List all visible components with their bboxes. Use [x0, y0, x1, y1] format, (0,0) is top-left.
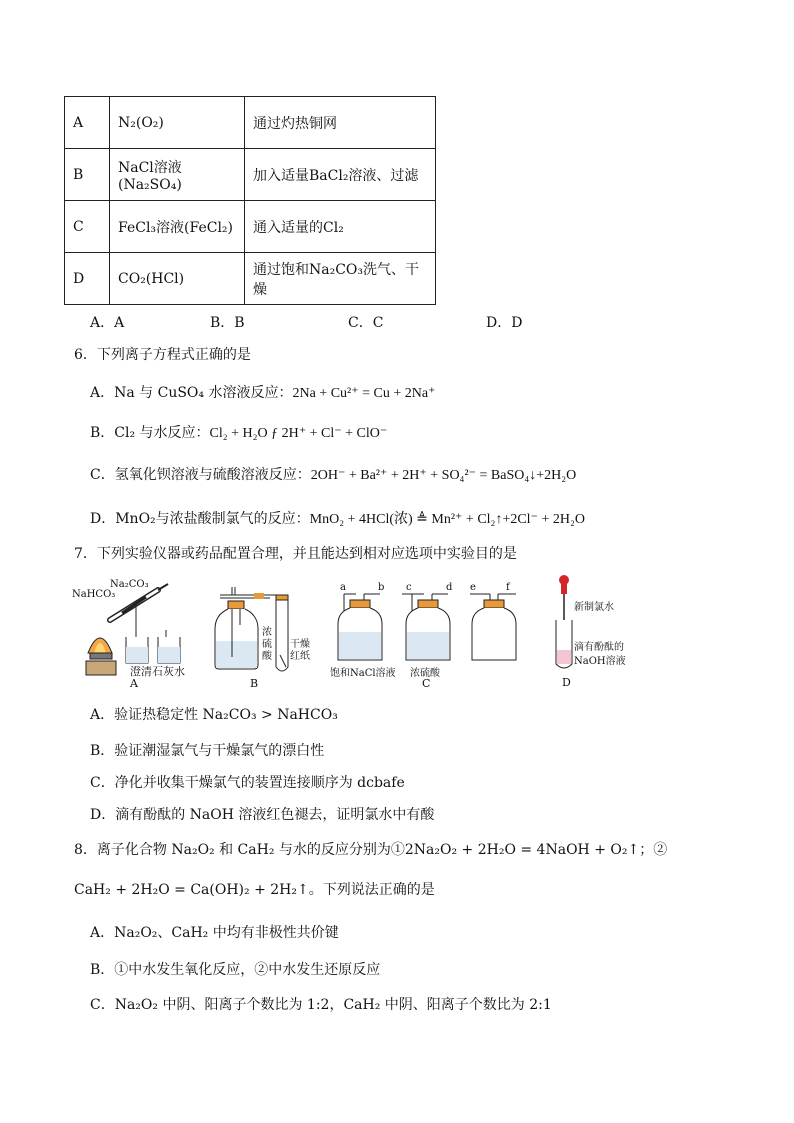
q6-stem: 6．下列离子方程式正确的是 — [74, 347, 251, 363]
figure-c-drawing — [330, 580, 530, 670]
q8-option-c: C．Na₂O₂ 中阴、阳离子个数比为 1:2，CaH₂ 中阴、阳离子个数比为 2:1 — [90, 997, 552, 1013]
q7-option-b: B．验证潮湿氯气与干燥氯气的漂白性 — [90, 743, 325, 759]
label-conc-acid: 浓硫酸 — [410, 668, 440, 679]
label-solution-1: 滴有酚酞的 — [574, 642, 624, 653]
row-substance: CO₂(HCl) — [110, 253, 245, 305]
q5-options-table — [64, 96, 436, 305]
row-letter: B — [65, 149, 110, 201]
port-e: e — [470, 582, 476, 593]
q6-option-a — [90, 384, 435, 403]
row-substance: NaCl溶液(Na₂SO₄) — [110, 149, 245, 201]
row-letter: A — [65, 97, 110, 149]
option-equation: 2Na + Cu²⁺ = Cu + 2Na⁺ — [292, 386, 436, 401]
q6-option-c — [90, 466, 576, 485]
table-row — [65, 201, 436, 253]
label-paper-2: 红纸 — [290, 651, 310, 662]
label-chlorine-water: 新制氯水 — [574, 602, 614, 613]
q5-choice-c: C．C — [348, 315, 384, 331]
label-solution-2: NaOH溶液 — [574, 656, 626, 667]
option-lead: B．Cl₂ 与水反应： — [90, 425, 210, 441]
port-d: d — [446, 582, 453, 593]
label-nahco3: NaHCO₃ — [72, 589, 116, 600]
label-paper-1: 干燥 — [290, 639, 310, 650]
option-lead: D．MnO₂与浓盐酸制氯气的反应： — [90, 511, 310, 527]
option-equation: Cl₂ + H₂O ƒ 2H⁺ + Cl⁻ + ClO⁻ — [209, 426, 388, 441]
row-substance: N₂(O₂) — [110, 97, 245, 149]
q7-option-d: D．滴有酚酞的 NaOH 溶液红色褪去，证明氯水中有酸 — [90, 807, 435, 823]
label-acid-3: 酸 — [262, 651, 272, 662]
q7-stem: 7．下列实验仪器或药品配置合理，并且能达到相对应选项中实验目的是 — [74, 546, 517, 562]
label-acid-1: 浓 — [262, 627, 272, 638]
port-f: f — [506, 582, 510, 593]
q8-stem-line1: 8．离子化合物 Na₂O₂ 和 CaH₂ 与水的反应分别为①2Na₂O₂ + 2H₂O = 4NaOH + O₂↑；② — [74, 842, 668, 858]
row-method: 加入适量BaCl₂溶液、过滤 — [245, 149, 436, 201]
label-acid-2: 硫 — [262, 639, 272, 650]
label-saturated-nacl: 饱和NaCl溶液 — [330, 668, 396, 679]
q5-choice-d: D．D — [486, 315, 523, 331]
figure-a-heating-apparatus — [70, 575, 200, 690]
figure-c-caption: C — [422, 677, 431, 690]
port-c: c — [406, 582, 412, 593]
figure-d-test-tube — [548, 572, 648, 690]
q5-choice-b: B．B — [210, 315, 245, 331]
label-limewater: 澄清石灰水 — [130, 665, 185, 678]
port-b: b — [378, 582, 385, 593]
figure-a-caption: A — [130, 677, 138, 690]
figure-c-gas-bottles — [330, 580, 530, 690]
q6-option-b — [90, 424, 387, 443]
option-equation: MnO₂ + 4HCl(浓) ≜ Mn²⁺ + Cl₂↑+2Cl⁻ + 2H₂O — [309, 512, 585, 527]
q8-stem-line2: CaH₂ + 2H₂O = Ca(OH)₂ + 2H₂↑。下列说法正确的是 — [74, 882, 435, 898]
figure-b-drying-apparatus — [210, 585, 320, 690]
q7-option-a: A．验证热稳定性 Na₂CO₃ > NaHCO₃ — [90, 707, 338, 723]
label-na2co3: Na₂CO₃ — [110, 579, 149, 590]
figure-b-caption: B — [250, 677, 259, 690]
row-method: 通过灼热铜网 — [245, 97, 436, 149]
row-method: 通过饱和Na₂CO₃洗气、干燥 — [245, 253, 436, 305]
q7-option-c: C．净化并收集干燥氯气的装置连接顺序为 dcbafe — [90, 775, 405, 791]
port-a: a — [340, 582, 346, 593]
row-letter: C — [65, 201, 110, 253]
row-method: 通入适量的Cl₂ — [245, 201, 436, 253]
row-letter: D — [65, 253, 110, 305]
option-lead: A．Na 与 CuSO₄ 水溶液反应： — [90, 385, 293, 401]
table-row — [65, 97, 436, 149]
figure-d-caption: D — [562, 676, 571, 689]
table-row — [65, 253, 436, 305]
q8-option-a: A．Na₂O₂、CaH₂ 中均有非极性共价键 — [90, 925, 339, 941]
row-substance: FeCl₃溶液(FeCl₂) — [110, 201, 245, 253]
option-equation: 2OH⁻ + Ba²⁺ + 2H⁺ + SO₄²⁻ = BaSO₄↓+2H₂O — [310, 468, 577, 483]
table-row — [65, 149, 436, 201]
q6-option-d — [90, 510, 585, 529]
option-lead: C．氢氧化钡溶液与硫酸溶液反应： — [90, 467, 311, 483]
q5-choice-a: A．A — [90, 315, 125, 331]
q8-option-b: B．①中水发生氧化反应，②中水发生还原反应 — [90, 962, 381, 978]
